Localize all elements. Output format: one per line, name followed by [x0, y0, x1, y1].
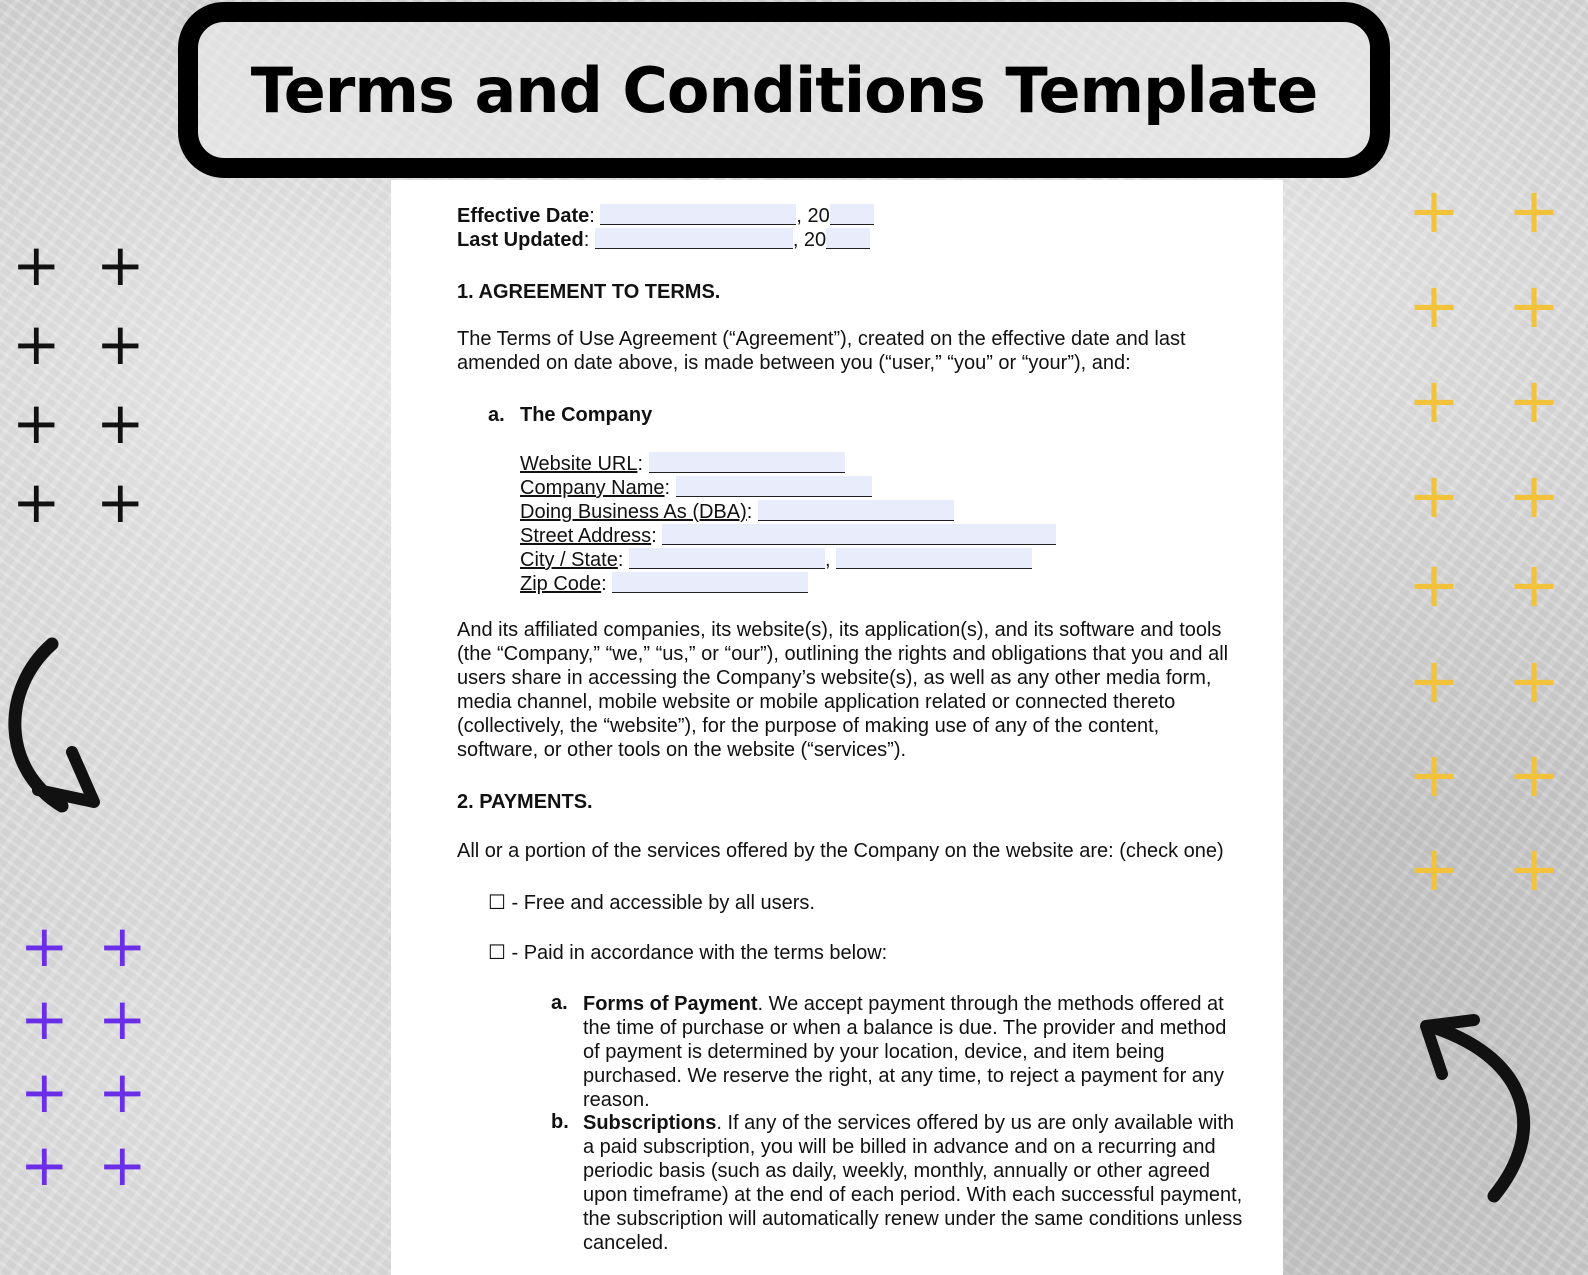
plus-icon: + [1408, 644, 1460, 717]
company-name-label: Company Name [520, 477, 665, 499]
plus-icon: + [98, 1131, 147, 1199]
plus-icon: + [20, 1058, 69, 1126]
effective-date-row: Effective Date: , 20 [457, 204, 874, 228]
text-line: upon timeframe) at the end of each period. With each successful payment, [583, 1184, 1243, 1206]
text-line: . We accept payment through the methods offered at [757, 993, 1224, 1015]
section-1-intro [457, 327, 1277, 375]
plus-icon: + [96, 468, 145, 536]
year-prefix: , 20 [796, 205, 830, 227]
text-line: (the “Company,” “we,” “us,” or “our”), outlining the rights and obligations that you and all [457, 643, 1229, 665]
plus-icon: + [12, 389, 61, 457]
plus-icon: + [96, 231, 145, 299]
option-paid-row [488, 940, 887, 965]
text-line: of payment is determined by your location, device, and item being [583, 1041, 1165, 1063]
company-name-field[interactable] [676, 476, 872, 497]
plus-icon: + [1508, 174, 1560, 247]
website-url-label: Website URL [520, 453, 638, 475]
zip-code-label: Zip Code [520, 573, 602, 595]
effective-date-label: Effective Date [457, 205, 590, 227]
option-paid-label: - Paid in accordance with the terms below: [505, 942, 888, 964]
title-banner [178, 2, 1390, 178]
item-b-marker: b. [551, 1111, 569, 1133]
text-line: And its affiliated companies, its website(s), its application(s), and its software and tools [457, 619, 1222, 641]
plus-icon: + [98, 912, 147, 980]
city-state-label: City / State [520, 549, 618, 571]
text-line: users share in accessing the Company’s website(s), as well as any other media form, [457, 667, 1212, 689]
plus-icon: + [1408, 364, 1460, 437]
page-title: Terms and Conditions Template [250, 53, 1318, 127]
document-page [391, 180, 1283, 1275]
plus-icon: + [98, 985, 147, 1053]
plus-icon: + [1408, 832, 1460, 905]
checkbox-free[interactable]: ☐ [488, 892, 506, 914]
text-line: the subscription will automatically renew under the same conditions unless [583, 1208, 1243, 1230]
text-line: reason. [583, 1089, 650, 1111]
dba-field[interactable] [758, 500, 954, 521]
text-line: the time of purchase or when a balance is due. The provider and method [583, 1017, 1227, 1039]
website-url-field[interactable] [649, 452, 845, 473]
text-line: purchased. We reserve the right, at any time, to reject a payment for any [583, 1065, 1225, 1087]
street-address-label: Street Address [520, 525, 652, 547]
plus-icon: + [1508, 459, 1560, 532]
text-line: periodic basis (such as daily, weekly, monthly, annually or other agreed [583, 1160, 1210, 1182]
plus-icon: + [1508, 832, 1560, 905]
plus-icon: + [1508, 738, 1560, 811]
street-address-row: Street Address: [520, 524, 1056, 548]
plus-icon: + [98, 1058, 147, 1126]
plus-icon: + [1408, 459, 1460, 532]
forms-of-payment-title: Forms of Payment [583, 993, 758, 1015]
last-updated-field[interactable] [595, 228, 793, 249]
plus-icon: + [12, 231, 61, 299]
dba-row: Doing Business As (DBA): [520, 500, 954, 524]
state-field[interactable] [836, 548, 1032, 569]
plus-icon: + [12, 310, 61, 378]
text-line: a paid subscription, you will be billed in advance and on a recurring and [583, 1136, 1216, 1158]
last-updated-row: Last Updated: , 20 [457, 228, 870, 252]
plus-icon: + [1508, 269, 1560, 342]
effective-date-field[interactable] [600, 204, 796, 225]
company-name-row: Company Name: [520, 476, 872, 500]
text-line: media channel, mobile website or mobile application related or connected thereto [457, 691, 1176, 713]
section-1-heading: 1. AGREEMENT TO TERMS. [457, 281, 721, 303]
text-line: . If any of the services offered by us are only available with [716, 1112, 1235, 1134]
curved-arrow-left-icon [0, 630, 120, 820]
section-1-body [457, 618, 1277, 762]
plus-icon: + [1408, 548, 1460, 621]
last-updated-label: Last Updated [457, 229, 584, 251]
plus-icon: + [96, 389, 145, 457]
last-updated-year-field[interactable] [826, 228, 870, 249]
section-2-intro: All or a portion of the services offered by the Company on the website are: (check one) [457, 840, 1224, 862]
text-line: The Terms of Use Agreement (“Agreement”), created on the effective date and last [457, 328, 1186, 350]
dba-label: Doing Business As (DBA) [520, 501, 747, 523]
text-line: amended on date above, is made between you (“user,” “you” or “your”), and: [457, 352, 1131, 374]
plus-icon: + [1408, 174, 1460, 247]
subscriptions-title: Subscriptions [583, 1112, 717, 1134]
zip-code-field[interactable] [612, 572, 808, 593]
text-line: (collectively, the “website”), for the purpose of making use of any of the content, [457, 715, 1160, 737]
plus-icon: + [96, 310, 145, 378]
text-line: canceled. [583, 1232, 669, 1254]
item-a-marker: a. [551, 992, 568, 1014]
year-prefix: , 20 [792, 229, 827, 251]
option-free-label: - Free and accessible by all users. [505, 892, 815, 914]
plus-icon: + [1508, 364, 1560, 437]
plus-icon: + [20, 1131, 69, 1199]
plus-icon: + [1408, 269, 1460, 342]
plus-icon: + [20, 985, 69, 1053]
section-2-heading: 2. PAYMENTS. [457, 791, 593, 813]
street-address-field[interactable] [662, 524, 1056, 545]
curved-arrow-right-icon [1408, 1010, 1548, 1210]
option-free-row [488, 890, 815, 915]
effective-year-field[interactable] [830, 204, 874, 225]
forms-of-payment-paragraph [583, 992, 1226, 1112]
text-line: software, or other tools on the website (“services”). [457, 739, 907, 761]
subscriptions-paragraph [583, 1111, 1242, 1255]
plus-icon: + [1508, 548, 1560, 621]
zip-code-row: Zip Code: [520, 572, 808, 596]
plus-icon: + [12, 468, 61, 536]
plus-icon: + [1408, 738, 1460, 811]
checkbox-paid[interactable]: ☐ [488, 942, 506, 964]
plus-icon: + [1508, 644, 1560, 717]
city-state-row: City / State: , [520, 548, 1032, 572]
subsection-a-title: The Company [520, 404, 653, 426]
subsection-a-marker: a. [488, 404, 505, 426]
city-field[interactable] [629, 548, 825, 569]
website-url-row: Website URL: [520, 452, 845, 476]
plus-icon: + [20, 912, 69, 980]
